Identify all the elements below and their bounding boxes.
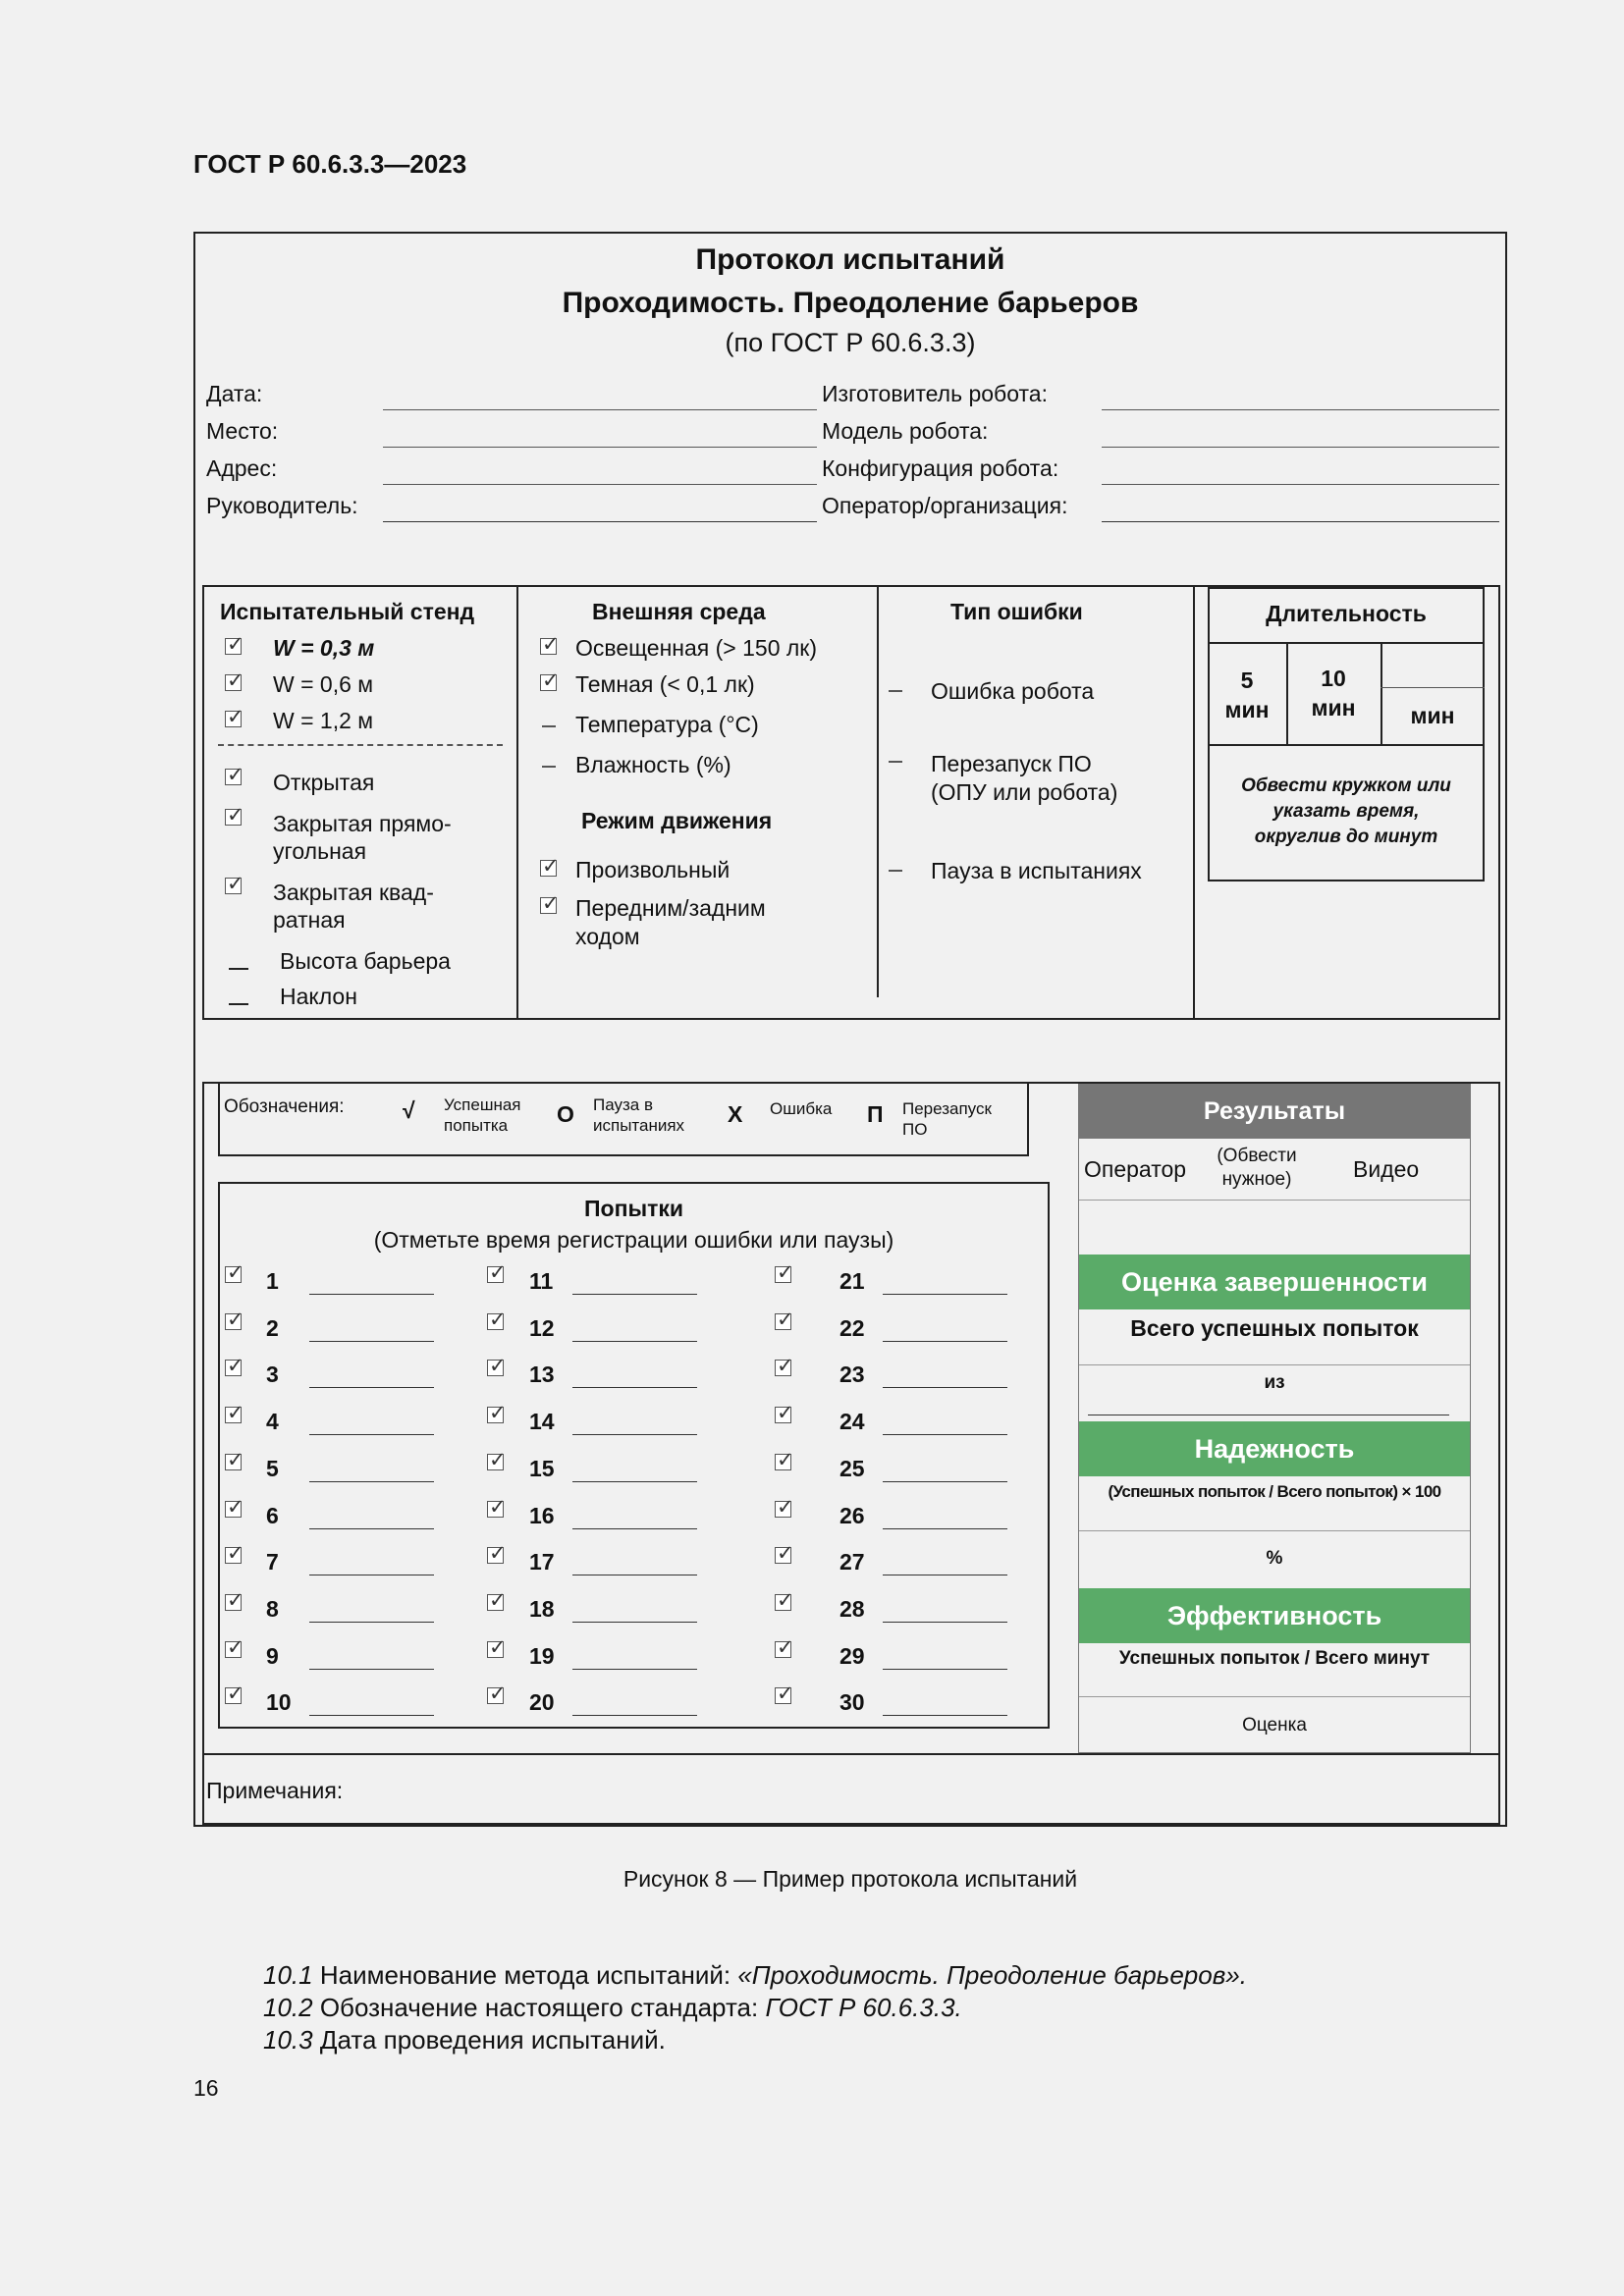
stand-slope: Наклон [280,984,357,1009]
duration-title: Длительность [1266,601,1427,626]
standard-header: ГОСТ Р 60.6.3.3—2023 [193,149,467,179]
stand-width-03: W = 0,3 м [273,635,375,661]
environment-temperature: Температура (°С) [575,712,759,737]
attempt-checkbox[interactable] [487,1547,504,1564]
attempt-time-line[interactable] [572,1341,697,1342]
attempt-checkbox[interactable] [775,1501,791,1518]
attempt-checkbox[interactable] [775,1266,791,1283]
attempt-number: 2 [266,1314,279,1341]
motion-title: Режим движения [581,808,773,833]
stand-barrier-height: Высота барьера [280,948,451,974]
legend-success-symbol: √ [403,1097,415,1123]
results-choose: (Обвести нужное) [1217,1146,1297,1190]
attempt-time-line[interactable] [883,1294,1007,1295]
attempt-number: 11 [529,1268,554,1294]
attempt-number: 14 [529,1409,555,1435]
attempt-checkbox[interactable] [775,1407,791,1423]
checkbox-width-03[interactable] [225,638,242,655]
attempt-number: 3 [266,1362,279,1388]
field-place-line[interactable] [383,447,817,448]
efficiency-formula: Успешных попыток / Всего минут [1118,1648,1431,1669]
checkbox-width-06[interactable] [225,674,242,691]
stand-type-closed-square: Закрытая квад- ратная [273,880,434,933]
protocol-reference: (по ГОСТ Р 60.6.3.3) [725,328,976,357]
attempt-time-line[interactable] [309,1434,434,1435]
paragraph-10-2: 10.2 Обозначение настоящего стандарта: ГОСТ Р 60.6.3.3. [263,1993,962,2022]
attempt-number: 8 [266,1595,279,1622]
duration-10min[interactable]: 10 мин [1311,666,1356,721]
attempt-checkbox[interactable] [225,1501,242,1518]
checkbox-width-12[interactable] [225,711,242,727]
results-operator[interactable]: Оператор [1084,1156,1187,1182]
attempt-time-line[interactable] [309,1715,434,1716]
completeness-total: Всего успешных попыток [1130,1315,1419,1341]
stand-width-06: W = 0,6 м [273,671,374,697]
dash-pause[interactable] [889,870,902,872]
attempt-checkbox[interactable] [487,1687,504,1704]
attempt-checkbox[interactable] [225,1360,242,1376]
attempt-checkbox[interactable] [225,1594,242,1611]
paragraph-10-3: 10.3 Дата проведения испытаний. [263,2025,666,2055]
field-model-line[interactable] [1102,447,1499,448]
attempt-checkbox[interactable] [487,1266,504,1283]
attempt-checkbox[interactable] [487,1454,504,1470]
motion-free: Произвольный [575,857,731,882]
efficiency-score: Оценка [1242,1715,1307,1735]
attempt-number: 13 [529,1362,555,1388]
attempt-checkbox[interactable] [775,1360,791,1376]
stand-title: Испытательный стенд [220,599,475,624]
field-address-line[interactable] [383,484,817,485]
attempt-time-line[interactable] [572,1481,697,1482]
attempt-checkbox[interactable] [775,1547,791,1564]
attempt-checkbox[interactable] [487,1407,504,1423]
attempt-number: 17 [529,1549,555,1575]
figure-caption: Рисунок 8 — Пример протокола испытаний [623,1866,1078,1892]
attempt-time-line[interactable] [309,1481,434,1482]
legend-error-symbol: Х [728,1101,743,1127]
attempt-time-line[interactable] [883,1622,1007,1623]
legend-error-text: Ошибка [770,1099,833,1118]
attempt-number: 27 [839,1549,865,1575]
attempt-checkbox[interactable] [775,1313,791,1330]
stand-type-closed-rect: Закрытая прямо- угольная [273,811,452,864]
legend-restart-symbol: П [867,1101,884,1127]
duration-5min[interactable]: 5 мин [1224,667,1270,722]
attempt-checkbox[interactable] [487,1641,504,1658]
results-video[interactable]: Видео [1353,1156,1420,1182]
attempts-title: Попытки [583,1196,684,1221]
stand-width-12: W = 1,2 м [273,708,374,733]
checkbox-dark[interactable] [540,674,557,691]
motion-forward-back: Передним/задним ходом [575,895,766,949]
attempt-number: 4 [266,1409,279,1435]
environment-humidity: Влажность (%) [575,752,731,777]
dash-slope[interactable] [229,1003,248,1005]
attempt-number: 28 [839,1595,865,1622]
attempt-number: 15 [529,1455,555,1481]
duration-note: Обвести кружком или указать время, округлив до минут [1241,775,1451,847]
attempt-number: 29 [839,1642,865,1669]
attempt-time-line[interactable] [572,1715,697,1716]
field-operator-label: Оператор/организация: [822,493,1068,518]
protocol-title: Протокол испытаний [695,243,1005,276]
field-address-label: Адрес: [206,455,278,481]
checkbox-forward-back[interactable] [540,897,557,914]
field-model-label: Модель робота: [822,418,989,444]
error-robot: Ошибка робота [931,678,1095,704]
checkbox-open[interactable] [225,769,242,785]
errors-title: Тип ошибки [950,599,1083,624]
attempt-time-line[interactable] [309,1528,434,1529]
completeness-title: Оценка завершенности [1079,1255,1470,1309]
attempt-number: 21 [839,1268,865,1294]
completeness-of: из [1264,1372,1285,1393]
attempt-time-line[interactable] [883,1434,1007,1435]
attempt-checkbox[interactable] [225,1313,242,1330]
attempt-time-line[interactable] [572,1434,697,1435]
attempt-checkbox[interactable] [225,1454,242,1470]
environment-lit: Освещенная (> 150 лк) [575,635,818,661]
attempts-subtitle: (Отметьте время регистрации ошибки или паузы) [373,1227,894,1253]
field-operator-line[interactable] [1102,521,1499,522]
attempt-time-line[interactable] [572,1669,697,1670]
attempt-time-line[interactable] [572,1622,697,1623]
field-head-line[interactable] [383,521,817,522]
attempt-time-line[interactable] [572,1528,697,1529]
attempt-time-line[interactable] [309,1341,434,1342]
legend-success-text: Успешная попытка [444,1095,521,1135]
attempt-number: 7 [266,1549,279,1575]
field-manufacturer-label: Изготовитель робота: [822,381,1048,406]
attempt-number: 24 [839,1409,865,1435]
page-number: 16 [193,2075,219,2101]
field-manufacturer-line[interactable] [1102,409,1499,410]
attempt-time-line[interactable] [883,1715,1007,1716]
attempt-checkbox[interactable] [775,1687,791,1704]
attempt-checkbox[interactable] [225,1687,242,1704]
field-config-line[interactable] [1102,484,1499,485]
attempt-time-line[interactable] [572,1387,697,1388]
reliability-unit: % [1266,1548,1283,1569]
attempt-time-line[interactable] [883,1528,1007,1529]
attempt-number: 30 [839,1689,865,1716]
paragraph-10-1: 10.1 Наименование метода испытаний: «Проходимость. Преодоление барьеров». [263,1960,1247,1990]
legend-restart-text: Перезапуск ПО [902,1099,992,1139]
protocol-subtitle: Проходимость. Преодоление барьеров [562,287,1139,319]
attempt-number: 18 [529,1595,555,1622]
attempt-time-line[interactable] [309,1669,434,1670]
attempt-time-line[interactable] [309,1622,434,1623]
attempt-number: 16 [529,1502,555,1528]
attempt-number: 22 [839,1314,865,1341]
attempts-box [218,1182,1050,1729]
attempt-time-line[interactable] [309,1294,434,1295]
attempt-checkbox[interactable] [775,1454,791,1470]
attempt-checkbox[interactable] [487,1501,504,1518]
paragraphs [263,1959,1247,2056]
attempt-number: 23 [839,1362,865,1388]
dash-barrier-height[interactable] [229,968,248,970]
attempt-checkbox[interactable] [225,1266,242,1283]
attempt-time-line[interactable] [309,1387,434,1388]
dash-humidity[interactable] [542,766,556,768]
field-date-label: Дата: [206,381,263,406]
attempt-checkbox[interactable] [775,1594,791,1611]
field-place-label: Место: [206,418,279,444]
reliability-title: Надежность [1079,1421,1470,1476]
attempt-checkbox[interactable] [487,1360,504,1376]
field-date-line[interactable] [383,409,817,410]
attempt-number: 9 [266,1642,279,1669]
reliability-formula: (Успешных попыток / Всего попыток) × 100 [1108,1482,1441,1501]
attempt-number: 5 [266,1455,279,1481]
attempt-number: 19 [529,1642,555,1669]
checkbox-free-motion[interactable] [540,860,557,877]
attempt-checkbox[interactable] [487,1313,504,1330]
notes-label: Примечания: [206,1778,344,1803]
field-config-label: Конфигурация робота: [822,455,1059,481]
checkbox-closed-rect[interactable] [225,809,242,826]
attempt-time-line[interactable] [883,1481,1007,1482]
attempt-time-line[interactable] [883,1387,1007,1388]
attempt-checkbox[interactable] [775,1641,791,1658]
attempt-number: 6 [266,1502,279,1528]
dash-software-restart[interactable] [889,761,902,763]
stand-separator [218,744,503,746]
dash-robot-error[interactable] [889,690,902,692]
attempt-checkbox[interactable] [225,1547,242,1564]
attempt-time-line[interactable] [883,1341,1007,1342]
attempt-number: 25 [839,1455,865,1481]
attempt-time-line[interactable] [572,1294,697,1295]
attempt-time-line[interactable] [883,1669,1007,1670]
dash-temperature[interactable] [542,725,556,727]
environment-dark: Темная (< 0,1 лк) [575,671,755,697]
attempt-checkbox[interactable] [225,1641,242,1658]
checkbox-lit[interactable] [540,638,557,655]
duration-custom-min[interactable]: мин [1410,703,1455,728]
attempt-checkbox[interactable] [225,1407,242,1423]
attempt-number: 10 [266,1689,292,1716]
results-title: Результаты [1079,1084,1470,1139]
stand-type-open: Открытая [273,770,375,795]
environment-title: Внешняя среда [592,599,766,624]
attempt-number: 12 [529,1314,555,1341]
error-pause: Пауза в испытаниях [931,858,1142,883]
checkbox-closed-square[interactable] [225,878,242,894]
legend-pause-symbol: О [557,1101,574,1127]
field-head-label: Руководитель: [206,493,358,518]
attempt-number: 26 [839,1502,865,1528]
attempt-checkbox[interactable] [487,1594,504,1611]
legend-pause-text: Пауза в испытаниях [593,1095,685,1135]
legend-label: Обозначения: [224,1096,345,1117]
efficiency-title: Эффективность [1079,1588,1470,1643]
attempt-number: 20 [529,1689,555,1716]
attempt-number: 1 [266,1268,279,1294]
error-software-restart: Перезапуск ПО (ОПУ или робота) [931,751,1118,805]
